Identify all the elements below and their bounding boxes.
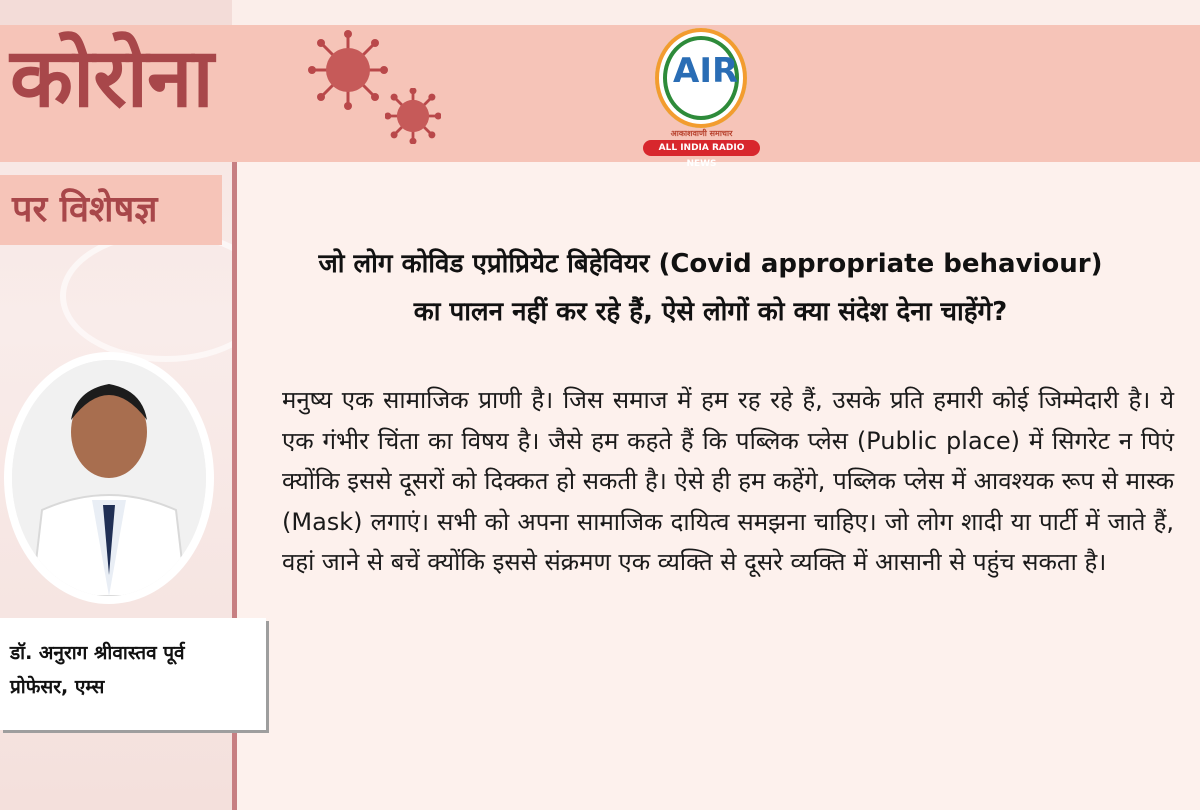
expert-caption — [10, 636, 260, 704]
caption-line-1: डॉ. अनुराग श्रीवास्तव पूर्व — [10, 642, 185, 664]
expert-photo-illustration — [12, 360, 206, 596]
air-logo — [643, 28, 760, 169]
expert-photo — [12, 360, 206, 596]
question-line-2: का पालन नहीं कर रहे हैं, ऐसे लोगों को क्या संदेश देना चाहेंगे? — [413, 297, 1008, 327]
virus-icon — [308, 30, 388, 110]
caption-line-2: प्रोफेसर, एम्स — [10, 676, 105, 698]
question-line-1: जो लोग कोविड एप्रोप्रियेट बिहेवियर (Covid appropriate behaviour) — [318, 249, 1103, 279]
virus-icon — [385, 88, 441, 144]
question-heading — [248, 240, 1173, 336]
page-subtitle: पर विशेषज्ञ — [12, 189, 158, 230]
page-title: कोरोना — [10, 31, 213, 126]
logo-badge: ALL INDIA RADIO NEWS — [643, 140, 760, 156]
answer-text: मनुष्य एक सामाजिक प्राणी है। जिस समाज में हम रह रहे हैं, उसके प्रति हमारी कोई जिम्मेदारी है। ये एक गंभीर चिंता का विषय है। जैसे हम कहते हैं कि पब्लिक प्लेस (Public place) में सिगरेट न पिएं क्योंकि इससे दूसरों को दिक्कत हो सकती है। ऐसे ही हम कहेंगे, पब्लिक प्लेस में आवश्यक रूप से मास्क (Mask) लगाएं। सभी को अपना सामाजिक दायित्व समझना चाहिए। जो लोग शादी या पार्टी में जाते हैं, वहां जाने से बचें क्योंकि इससे संक्रमण एक व्यक्ति से दूसरे व्यक्ति में आसानी से पहुंच सकता है। — [282, 386, 1174, 576]
logo-emblem-text: AIR — [673, 51, 739, 91]
left-top-strip — [0, 0, 232, 25]
logo-hindi-text: आकाशवाणी समाचार — [670, 129, 733, 138]
